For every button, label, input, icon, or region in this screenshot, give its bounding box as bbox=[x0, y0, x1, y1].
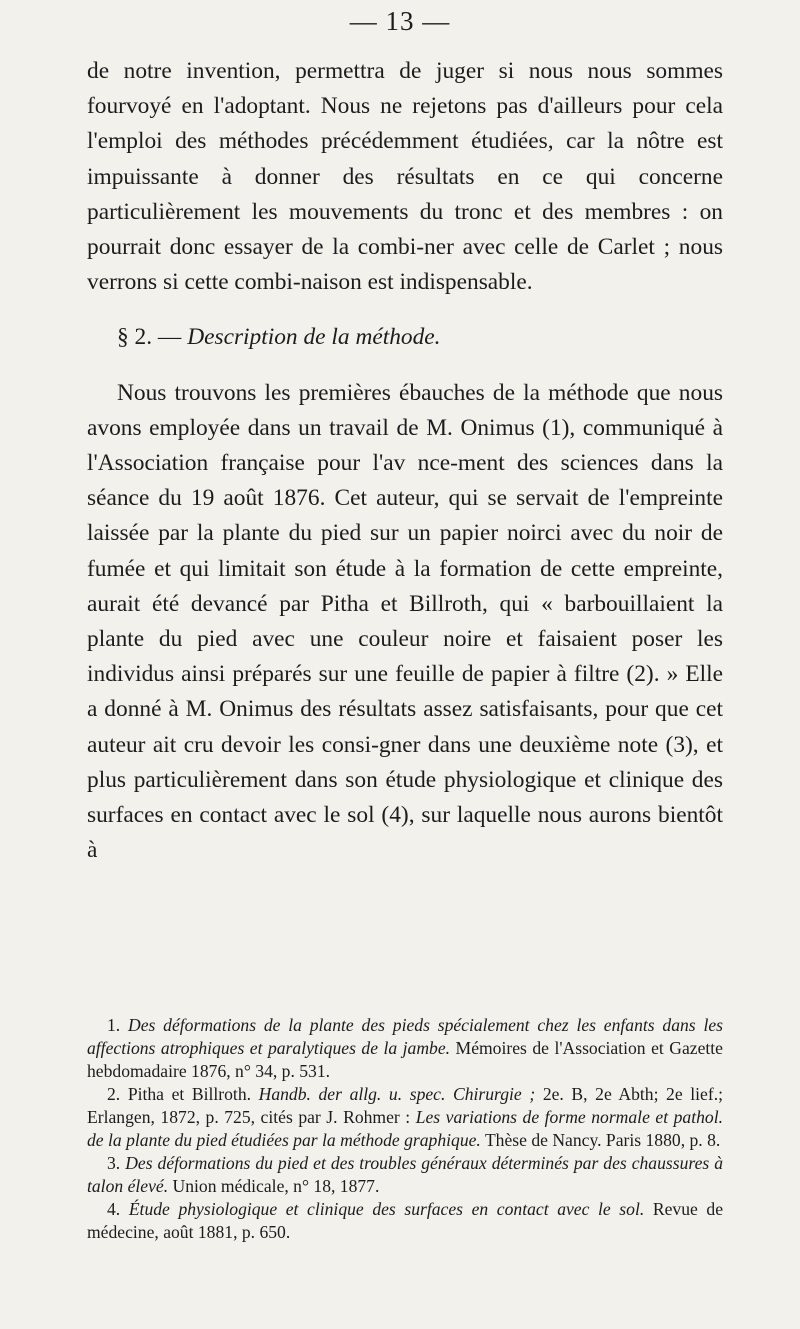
footnote-number: 1. bbox=[107, 1015, 121, 1035]
page-number: — 13 — bbox=[349, 6, 451, 36]
footnote-title-secondary: Les variations de forme normale et pathol. de la plante du pied étudiées par la méthode graphique. bbox=[87, 1107, 723, 1150]
footnote-3 bbox=[87, 1152, 723, 1198]
footnote-title: Handb. der allg. u. spec. Chirurgie ; bbox=[258, 1084, 536, 1104]
footnote-number: 3. bbox=[107, 1153, 121, 1173]
footnote-number: 4. bbox=[107, 1199, 121, 1219]
paragraph-method: Nous trouvons les premières ébauches de la méthode que nous avons employée dans un travail de M. Onimus (1), communiqué à l'Association française pour l'av nce-ment des sciences dans la séance du 19 août 1876. Cet auteur, qui se servait de l'empreinte laissée par la plante du pied sur un papier noirci avec du noir de fumée et qui limitait son étude à la formation de cette empreinte, aurait été devancé par Pitha et Billroth, qui « barbouillaient la plante du pied avec une couleur noire et faisaient poser les individus ainsi préparés sur une feuille de papier à filtre (2). » Elle a donné à M. Onimus des résultats assez satisfaisants, pour que cet auteur ait cru devoir les consi-gner dans une deuxième note (3), et plus particulièrement dans son étude physiologique et clinique des surfaces en contact avec le sol (4), sur laquelle nous aurons bientôt à bbox=[87, 379, 723, 864]
footnotes bbox=[87, 1014, 723, 1244]
footnote-title: Des déformations de la plante des pieds spécialement chez les enfants dans les affections atrophiques et paralytiques de la jambe. bbox=[87, 1015, 723, 1058]
footnote-2 bbox=[87, 1083, 723, 1152]
footnote-authors: Pitha et Billroth. bbox=[127, 1084, 252, 1104]
main-text bbox=[87, 54, 723, 868]
section-title: Description de la méthode. bbox=[187, 324, 441, 351]
section-heading bbox=[117, 320, 723, 355]
footnote-source: Mémoires de l'Association et Gazette hebdomadaire 1876, n° 34, p. 531. bbox=[87, 1038, 723, 1081]
footnote-source: Revue de médecine, août 1881, p. 650. bbox=[87, 1199, 724, 1242]
footnote-source: Union médicale, n° 18, 1877. bbox=[172, 1176, 380, 1196]
footnote-title: Des déformations du pied et des troubles généraux déterminés par des chaussures à talon élevé. bbox=[87, 1153, 724, 1196]
footnote-number: 2. bbox=[107, 1084, 121, 1104]
footnote-1 bbox=[87, 1014, 723, 1083]
paragraph-intro: de notre invention, permettra de juger si nous nous sommes fourvoyé en l'adoptant. Nous ne rejetons pas d'ailleurs pour cela l'emploi des méthodes précédemment étudiées, car la nôtre est impuissante à donner des résultats en ce qui concerne particulièrement les mouvements du tronc et des membres : on pourrait donc essayer de la combi-ner avec celle de Carlet ; nous verrons si cette combi-naison est indispensable. bbox=[87, 58, 723, 296]
footnote-source-secondary: Thèse de Nancy. Paris 1880, p. 8. bbox=[484, 1130, 721, 1150]
section-number: § 2. — bbox=[117, 324, 182, 351]
footnote-source: 2e. B, 2e Abth; 2e lief.; Erlangen, 1872, p. 725, cités par J. Rohmer : bbox=[87, 1084, 723, 1127]
footnote-title: Étude physiologique et clinique des surfaces en contact avec le sol. bbox=[128, 1199, 645, 1219]
footnote-4 bbox=[87, 1198, 723, 1244]
